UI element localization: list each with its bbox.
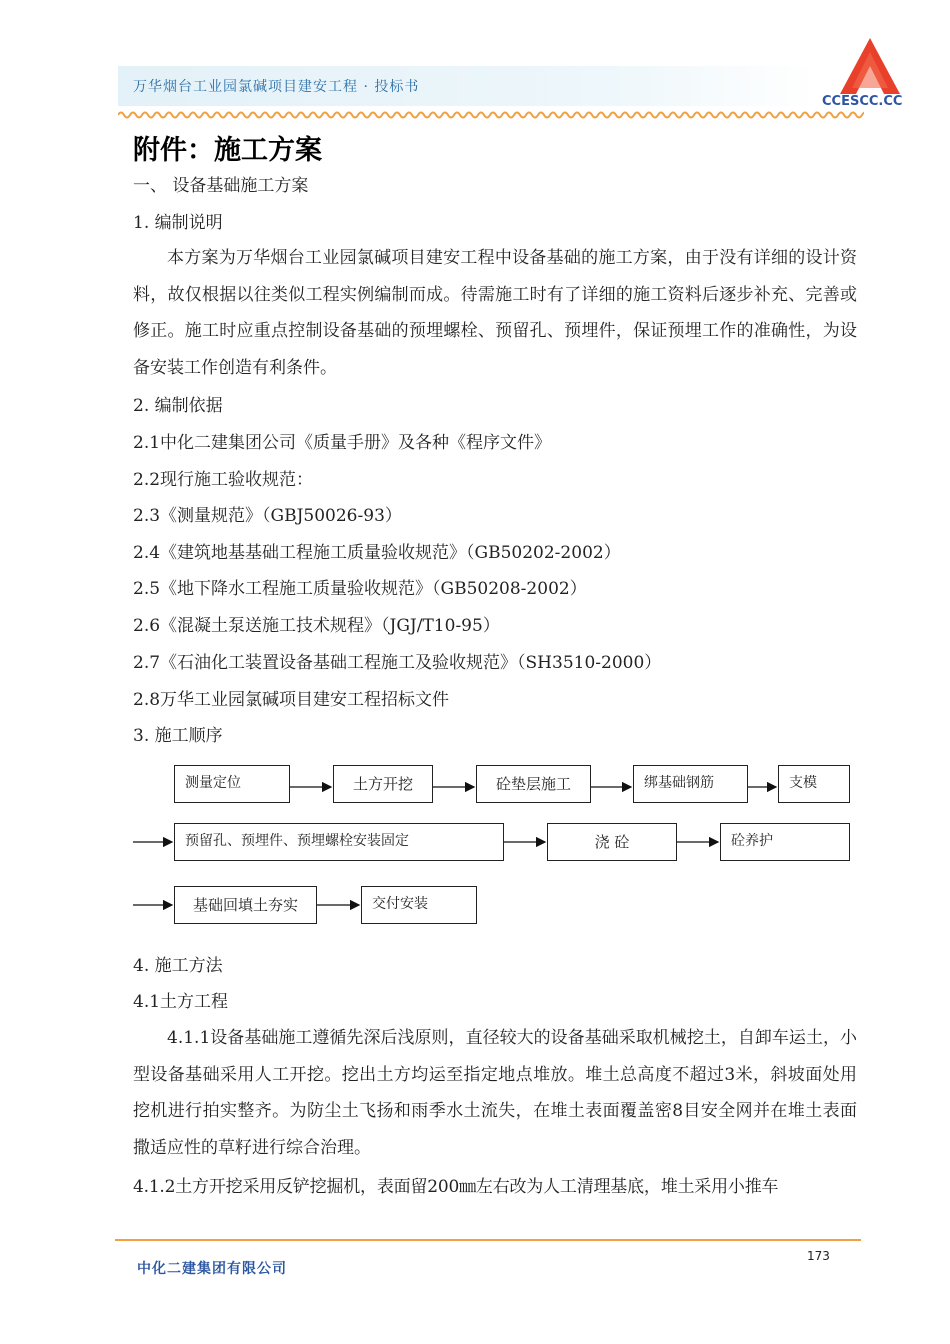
- section-heading: 一、 设备基础施工方案: [133, 176, 309, 196]
- flow-box-backfill: 基础回填土夯实: [174, 886, 317, 924]
- list-item: 2.3《测量规范》（GBJ50026-93）: [133, 506, 402, 526]
- subsection-heading: 4. 施工方法: [133, 956, 223, 976]
- subsection-heading: 4.1土方工程: [133, 992, 229, 1012]
- flow-box-handover: 交付安装: [361, 886, 477, 924]
- list-item: 2.5《地下降水工程施工质量验收规范》（GB50208-2002）: [133, 579, 587, 599]
- flow-box-rebar: 绑基础钢筋: [633, 765, 748, 803]
- subsection-heading: 1. 编制说明: [133, 213, 223, 233]
- flow-box-embedded-parts: 预留孔、预埋件、预埋螺栓安装固定: [174, 823, 504, 861]
- list-item: 2.6《混凝土泵送施工技术规程》（JGJ/T10-95）: [133, 616, 500, 636]
- paragraph: 4.1.1设备基础施工遵循先深后浅原则，直径较大的设备基础采取机械挖土，自卸车运土，小型设备基础采用人工开挖。挖出土方均运至指定地点堆放。堆土总高度不超过3米，斜坡面处用挖机进行拍实整齐。为防尘土飞扬和雨季水土流失，在堆土表面覆盖密8目安全网并在堆土表面撒适应性的草籽进行综合治理。: [133, 1028, 857, 1158]
- flow-box-formwork: 支模: [778, 765, 850, 803]
- list-item: 2.1中化二建集团公司《质量手册》及各种《程序文件》: [133, 433, 552, 453]
- page-title: 附件：施工方案: [133, 135, 322, 166]
- flow-box-pour-concrete: 浇 砼: [547, 823, 677, 861]
- flow-box-curing: 砼养护: [720, 823, 850, 861]
- paragraph-line: 4.1.2土方开挖采用反铲挖掘机，表面留200㎜左右改为人工清理基底，堆土采用小推车: [133, 1177, 779, 1197]
- footer-divider: [115, 1239, 861, 1241]
- flow-box-bedding: 砼垫层施工: [476, 765, 591, 803]
- flow-box-survey: 测量定位: [174, 765, 290, 803]
- list-item: 2.4《建筑地基基础工程施工质量验收规范》（GB50202-2002）: [133, 543, 621, 563]
- subsection-heading: 2. 编制依据: [133, 396, 223, 416]
- subsection-heading: 3. 施工顺序: [133, 726, 223, 746]
- header-wave-divider: [118, 108, 864, 122]
- page-number: 173: [807, 1249, 830, 1263]
- list-item: 2.8万华工业园氯碱项目建安工程招标文件: [133, 690, 450, 710]
- flow-box-excavation: 土方开挖: [333, 765, 433, 803]
- paragraph: 本方案为万华烟台工业园氯碱项目建安工程中设备基础的施工方案，由于没有详细的设计资料，故仅根据以往类似工程实例编制而成。待需施工时有了详细的施工资料后逐步补充、完善或修正。施工时应重点控制设备基础的预埋螺栓、预留孔、预埋件，保证预埋工作的准确性，为设备安装工作创造有利条件。: [133, 248, 857, 378]
- list-item: 2.7《石油化工装置设备基础工程施工及验收规范》（SH3510-2000）: [133, 653, 662, 673]
- header-title: 万华烟台工业园氯碱项目建安工程 · 投标书: [133, 79, 420, 95]
- logo-text: CCESCC.CC: [822, 94, 903, 109]
- footer-company: 中化二建集团有限公司: [137, 1261, 287, 1277]
- list-item: 2.2现行施工验收规范：: [133, 470, 314, 490]
